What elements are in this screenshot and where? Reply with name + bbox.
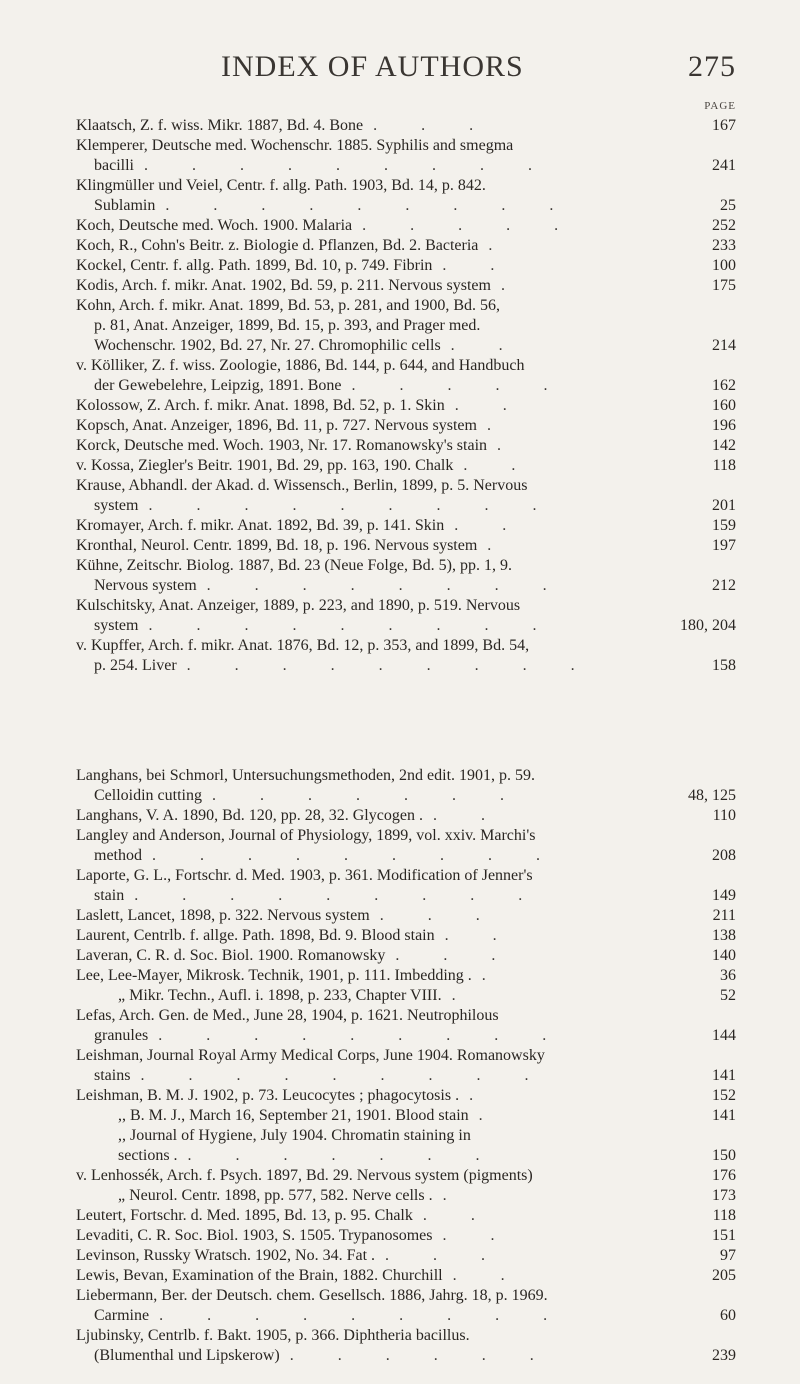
page-reference: 201 xyxy=(712,497,736,514)
page-reference: 142 xyxy=(712,437,736,454)
entry-text: Kulschitsky, Anat. Anzeiger, 1889, p. 223, and 1890, p. 519. Nervous xyxy=(76,597,521,614)
entry-line xyxy=(76,516,736,536)
entry-text: Wochenschr. 1902, Bd. 27, Nr. 27. Chromophilic cells xyxy=(94,337,441,354)
entry-text: Lewis, Bevan, Examination of the Brain, 1882. Churchill xyxy=(76,1267,443,1284)
index-entry xyxy=(76,1186,736,1206)
entry-line xyxy=(76,786,736,806)
page-reference: 196 xyxy=(712,417,736,434)
entry-line xyxy=(76,866,736,886)
index-entry xyxy=(76,536,736,556)
page-reference: 97 xyxy=(720,1247,736,1264)
entry-line xyxy=(76,636,736,656)
page-reference: 118 xyxy=(712,457,736,474)
dot-leader: . . . . . xyxy=(362,217,579,234)
page-reference: 159 xyxy=(712,517,736,534)
dot-leader: . . . . . . . . . xyxy=(140,1067,549,1084)
entry-text: Celloidin cutting xyxy=(94,787,202,804)
page-reference: 60 xyxy=(720,1307,736,1324)
entry-text: Carmine xyxy=(94,1307,150,1324)
dot-leader: . . xyxy=(432,807,505,824)
page-column-label: PAGE xyxy=(704,100,736,112)
index-entry xyxy=(76,436,736,456)
entry-line xyxy=(76,536,736,556)
page-reference: 208 xyxy=(712,847,736,864)
entry-line xyxy=(76,886,736,906)
entry-text: Laurent, Centrlb. f. allge. Path. 1898, Bd. 9. Blood stain xyxy=(76,927,435,944)
entry-line xyxy=(76,256,736,276)
entry-text: Ljubinsky, Centrlb. f. Bakt. 1905, p. 366. Diphtheria bacillus. xyxy=(76,1327,470,1344)
entry-text: Langhans, V. A. 1890, Bd. 120, pp. 28, 32. Glycogen . xyxy=(76,807,423,824)
entry-text: Leishman, Journal Royal Army Medical Corps, June 1904. Romanowsky xyxy=(76,1047,545,1064)
page-reference: 241 xyxy=(712,157,736,174)
page-reference: 212 xyxy=(712,577,736,594)
entry-line xyxy=(76,1246,736,1266)
entry-text: Levaditi, C. R. Soc. Biol. 1903, S. 1505. Trypanosomes xyxy=(76,1227,433,1244)
entry-text: Laveran, C. R. d. Soc. Biol. 1900. Romanowsky xyxy=(76,947,386,964)
entry-line xyxy=(76,416,736,436)
dot-leader: . . . . . . . . . xyxy=(158,1027,567,1044)
page-reference: 25 xyxy=(720,197,736,214)
page-reference: 144 xyxy=(712,1027,736,1044)
entry-line xyxy=(76,1346,736,1366)
entry-line xyxy=(76,136,736,156)
index-entry xyxy=(76,356,736,396)
index-entry xyxy=(76,966,736,986)
entry-line xyxy=(76,766,736,786)
dot-leader: . . . . . xyxy=(351,377,568,394)
index-entry xyxy=(76,176,736,216)
dot-leader: . . . . . . . . . xyxy=(152,847,560,864)
page-reference: 110 xyxy=(712,807,736,824)
entry-text: Sublamin xyxy=(94,197,156,214)
entry-text: stains xyxy=(94,1067,131,1084)
entry-line xyxy=(76,216,736,236)
page-reference: 214 xyxy=(712,337,736,354)
index-entry xyxy=(76,136,736,176)
entry-text: Langhans, bei Schmorl, Untersuchungsmethoden, 2nd edit. 1901, p. 59. xyxy=(76,767,536,784)
index-entry xyxy=(76,296,736,356)
index-entry xyxy=(76,766,736,806)
page-reference: 52 xyxy=(720,987,736,1004)
entry-line xyxy=(76,1166,736,1186)
running-title: INDEX OF AUTHORS xyxy=(221,50,524,83)
page-reference: 138 xyxy=(712,927,736,944)
dot-leader: . . . . . . . . . xyxy=(134,887,543,904)
dot-leader: . . . . . . . . . xyxy=(186,657,595,674)
dot-leader: . xyxy=(487,537,512,554)
entry-text: Lefas, Arch. Gen. de Med., June 28, 1904, p. 1621. Neutrophilous xyxy=(76,1007,499,1024)
entry-text: bacilli xyxy=(94,157,134,174)
dot-leader: . . . . . . xyxy=(289,1347,554,1364)
dot-leader: . xyxy=(481,967,506,984)
entry-text: Klingmüller und Veiel, Centr. f. allg. Path. 1903, Bd. 14, p. 842. xyxy=(76,177,486,194)
entry-line xyxy=(76,616,736,636)
page-reference: 162 xyxy=(712,377,736,394)
entry-line xyxy=(76,376,736,396)
dot-leader: . xyxy=(488,237,513,254)
entry-text: stain xyxy=(94,887,125,904)
dot-leader: . . . . . . . . . xyxy=(143,157,552,174)
entry-text: Kockel, Centr. f. allg. Path. 1899, Bd. 10, p. 749. Fibrin xyxy=(76,257,433,274)
entry-text: p. 254. Liver xyxy=(94,657,177,674)
entry-line xyxy=(76,1306,736,1326)
dot-leader: . . . . . . . . . xyxy=(148,617,557,634)
entry-line xyxy=(76,116,736,136)
index-entry xyxy=(76,1046,736,1086)
index-entry xyxy=(76,1126,736,1166)
entry-line xyxy=(76,596,736,616)
entry-text: Nervous system xyxy=(94,577,197,594)
running-header xyxy=(76,50,736,90)
dot-leader: . . . . . . . xyxy=(187,1147,500,1164)
dot-leader: . . . xyxy=(379,907,500,924)
page-reference: 140 xyxy=(712,947,736,964)
entry-line xyxy=(76,1046,736,1066)
index-entry xyxy=(76,636,736,676)
dot-leader: . xyxy=(486,417,511,434)
entry-line xyxy=(76,826,736,846)
entry-line xyxy=(76,236,736,256)
dot-leader: . xyxy=(497,437,522,454)
dot-leader: . . xyxy=(452,1267,525,1284)
entry-text: ,, Journal of Hygiene, July 1904. Chromatin staining in xyxy=(118,1127,471,1144)
index-entry xyxy=(76,556,736,596)
entry-text: v. Kölliker, Z. f. wiss. Zoologie, 1886, Bd. 144, p. 644, and Handbuch xyxy=(76,357,525,374)
dot-leader: . . . . . . . . . xyxy=(159,1307,568,1324)
entry-text: Klemperer, Deutsche med. Wochenschr. 1885. Syphilis and smegma xyxy=(76,137,514,154)
dot-leader: . . xyxy=(450,337,523,354)
page-reference: 150 xyxy=(712,1147,736,1164)
entry-text: Kohn, Arch. f. mikr. Anat. 1899, Bd. 53, p. 281, and 1900, Bd. 56, xyxy=(76,297,500,314)
index-entry xyxy=(76,516,736,536)
entry-line xyxy=(76,1226,736,1246)
page-reference: 211 xyxy=(712,907,736,924)
dot-leader: . xyxy=(469,1087,494,1104)
index-entry xyxy=(76,1106,736,1126)
entry-text: Laporte, G. L., Fortschr. d. Med. 1903, p. 361. Modification of Jenner's xyxy=(76,867,533,884)
entry-text: Kodis, Arch. f. mikr. Anat. 1902, Bd. 59, p. 211. Nervous system xyxy=(76,277,491,294)
index-entry xyxy=(76,236,736,256)
entry-text: system xyxy=(94,617,139,634)
entry-text: granules xyxy=(94,1027,149,1044)
dot-leader: . . xyxy=(444,927,517,944)
index-entry xyxy=(76,1326,736,1366)
page-reference: 36 xyxy=(720,967,736,984)
entry-text: Laslett, Lancet, 1898, p. 322. Nervous system xyxy=(76,907,370,924)
index-entry xyxy=(76,1206,736,1226)
dot-leader: . . . xyxy=(373,117,494,134)
entry-line xyxy=(76,926,736,946)
index-entry xyxy=(76,456,736,476)
dot-leader: . . xyxy=(422,1207,495,1224)
entry-line xyxy=(76,156,736,176)
page-reference: 158 xyxy=(712,657,736,674)
page-reference: 141 xyxy=(712,1107,736,1124)
index-entry xyxy=(76,596,736,636)
dot-leader: . . . . . . . . . xyxy=(148,497,557,514)
entry-line xyxy=(76,966,736,986)
entry-line xyxy=(76,276,736,296)
dot-leader: . . . . . . . xyxy=(212,787,524,804)
entry-line xyxy=(76,1066,736,1086)
dot-leader: . . . xyxy=(395,947,516,964)
index-entry xyxy=(76,1286,736,1326)
page-reference: 176 xyxy=(712,1167,736,1184)
index-entry xyxy=(76,116,736,136)
entry-line xyxy=(76,476,736,496)
entry-text: ,, B. M. J., March 16, September 21, 1901. Blood stain xyxy=(118,1107,469,1124)
entry-text: Liebermann, Ber. der Deutsch. chem. Gesellsch. 1886, Jahrg. 18, p. 1969. xyxy=(76,1287,548,1304)
index-entry xyxy=(76,396,736,416)
entry-line xyxy=(76,1026,736,1046)
entry-text: Lee, Lee-Mayer, Mikrosk. Technik, 1901, p. 111. Imbedding . xyxy=(76,967,472,984)
entry-text: Leutert, Fortschr. d. Med. 1895, Bd. 13, p. 95. Chalk xyxy=(76,1207,413,1224)
entry-line xyxy=(76,986,736,1006)
entry-line xyxy=(76,296,736,316)
index-entry xyxy=(76,946,736,966)
index-entry xyxy=(76,906,736,926)
entry-line xyxy=(76,1206,736,1226)
page-reference: 160 xyxy=(712,397,736,414)
page-reference: 167 xyxy=(712,117,736,134)
page-number: 275 xyxy=(688,50,736,83)
page-reference: 151 xyxy=(712,1227,736,1244)
entry-line xyxy=(76,556,736,576)
dot-leader: . . . . . . . . xyxy=(206,577,567,594)
entry-line xyxy=(76,1126,736,1146)
entry-line xyxy=(76,1186,736,1206)
page-reference: 233 xyxy=(712,237,736,254)
index-entry xyxy=(76,1006,736,1046)
entry-line xyxy=(76,1086,736,1106)
entry-text: Kromayer, Arch. f. mikr. Anat. 1892, Bd. 39, p. 141. Skin xyxy=(76,517,445,534)
dot-leader: . . xyxy=(442,257,515,274)
entry-text: Kolossow, Z. Arch. f. mikr. Anat. 1898, Bd. 52, p. 1. Skin xyxy=(76,397,445,414)
dot-leader: . . xyxy=(454,397,527,414)
index-entry xyxy=(76,1246,736,1266)
entry-line xyxy=(76,656,736,676)
entry-line xyxy=(76,436,736,456)
page-reference: 197 xyxy=(712,537,736,554)
dot-leader: . . . xyxy=(385,1247,506,1264)
entry-text: Kronthal, Neurol. Centr. 1899, Bd. 18, p. 196. Nervous system xyxy=(76,537,478,554)
dot-leader: . . xyxy=(454,517,527,534)
entry-line xyxy=(76,1146,736,1166)
entry-line xyxy=(76,196,736,216)
entry-line xyxy=(76,1106,736,1126)
index-entry xyxy=(76,276,736,296)
entry-text: Kopsch, Anat. Anzeiger, 1896, Bd. 11, p. 727. Nervous system xyxy=(76,417,477,434)
entry-line xyxy=(76,1266,736,1286)
entry-line xyxy=(76,456,736,476)
entry-line xyxy=(76,806,736,826)
index-entry xyxy=(76,826,736,866)
entry-text: der Gewebelehre, Leipzig, 1891. Bone xyxy=(94,377,342,394)
index-entry xyxy=(76,256,736,276)
entry-line xyxy=(76,356,736,376)
entry-line xyxy=(76,1326,736,1346)
page-reference: 205 xyxy=(712,1267,736,1284)
entry-text: (Blumenthal und Lipskerow) xyxy=(94,1347,280,1364)
index-entry xyxy=(76,476,736,516)
page-reference: 152 xyxy=(712,1087,736,1104)
entry-text: sections . xyxy=(118,1147,178,1164)
index-entry xyxy=(76,986,736,1006)
dot-leader: . xyxy=(478,1107,503,1124)
index-entry xyxy=(76,1266,736,1286)
entry-text: Koch, R., Cohn's Beitr. z. Biologie d. Pflanzen, Bd. 2. Bacteria xyxy=(76,237,479,254)
entry-line xyxy=(76,336,736,356)
entry-text: Korck, Deutsche med. Woch. 1903, Nr. 17. Romanowsky's stain xyxy=(76,437,488,454)
page-reference: 149 xyxy=(712,887,736,904)
entry-line xyxy=(76,906,736,926)
index-entry xyxy=(76,216,736,236)
entry-text: p. 81, Anat. Anzeiger, 1899, Bd. 15, p. 393, and Prager med. xyxy=(94,317,481,334)
page-reference: 48, 125 xyxy=(688,787,736,804)
entry-text: v. Lenhossék, Arch. f. Psych. 1897, Bd. 29. Nervous system (pigments) xyxy=(76,1167,533,1184)
index-entry xyxy=(76,416,736,436)
entry-text: Levinson, Russky Wratsch. 1902, No. 34. Fat . xyxy=(76,1247,376,1264)
page-reference: 118 xyxy=(712,1207,736,1224)
index-entry xyxy=(76,1086,736,1106)
entry-line xyxy=(76,316,736,336)
page-reference: 175 xyxy=(712,277,736,294)
page-reference: 141 xyxy=(712,1067,736,1084)
entry-text: „ Neurol. Centr. 1898, pp. 577, 582. Nerve cells . xyxy=(118,1187,433,1204)
dot-leader: . . xyxy=(442,1227,515,1244)
entry-line xyxy=(76,176,736,196)
entry-text: Leishman, B. M. J. 1902, p. 73. Leucocytes ; phagocytosis . xyxy=(76,1087,460,1104)
entry-text: Koch, Deutsche med. Woch. 1900. Malaria xyxy=(76,217,353,234)
entry-line xyxy=(76,846,736,866)
page-reference: 100 xyxy=(712,257,736,274)
index-entry xyxy=(76,1166,736,1186)
index-section-l xyxy=(76,766,736,1366)
index-entry xyxy=(76,1226,736,1246)
entry-line xyxy=(76,576,736,596)
index-entry xyxy=(76,866,736,906)
dot-leader: . xyxy=(451,987,476,1004)
page-reference: 173 xyxy=(712,1187,736,1204)
dot-leader: . . xyxy=(463,457,536,474)
entry-text: Krause, Abhandl. der Akad. d. Wissensch., Berlin, 1899, p. 5. Nervous xyxy=(76,477,528,494)
page-reference: 180, 204 xyxy=(680,617,736,634)
entry-text: Langley and Anderson, Journal of Physiology, 1899, vol. xxiv. Marchi's xyxy=(76,827,536,844)
index-entry xyxy=(76,926,736,946)
entry-line xyxy=(76,1006,736,1026)
entry-text: v. Kossa, Ziegler's Beitr. 1901, Bd. 29, pp. 163, 190. Chalk xyxy=(76,457,454,474)
entry-text: v. Kupffer, Arch. f. mikr. Anat. 1876, Bd. 12, p. 353, and 1899, Bd. 54, xyxy=(76,637,530,654)
entry-text: Kühne, Zeitschr. Biolog. 1887, Bd. 23 (Neue Folge, Bd. 5), pp. 1, 9. xyxy=(76,557,512,574)
dot-leader: . xyxy=(500,277,525,294)
entry-line xyxy=(76,1286,736,1306)
entry-line xyxy=(76,946,736,966)
entry-line xyxy=(76,396,736,416)
entry-line xyxy=(76,496,736,516)
dot-leader: . xyxy=(442,1187,467,1204)
page-reference: 239 xyxy=(712,1347,736,1364)
dot-leader: . . . . . . . . . xyxy=(165,197,574,214)
entry-text: „ Mikr. Techn., Aufl. i. 1898, p. 233, Chapter VIII. xyxy=(118,987,442,1004)
entry-text: system xyxy=(94,497,139,514)
page-reference: 252 xyxy=(712,217,736,234)
entry-text: Klaatsch, Z. f. wiss. Mikr. 1887, Bd. 4. Bone xyxy=(76,117,364,134)
entry-text: method xyxy=(94,847,142,864)
index-entry xyxy=(76,806,736,826)
index-section-k xyxy=(76,116,736,676)
